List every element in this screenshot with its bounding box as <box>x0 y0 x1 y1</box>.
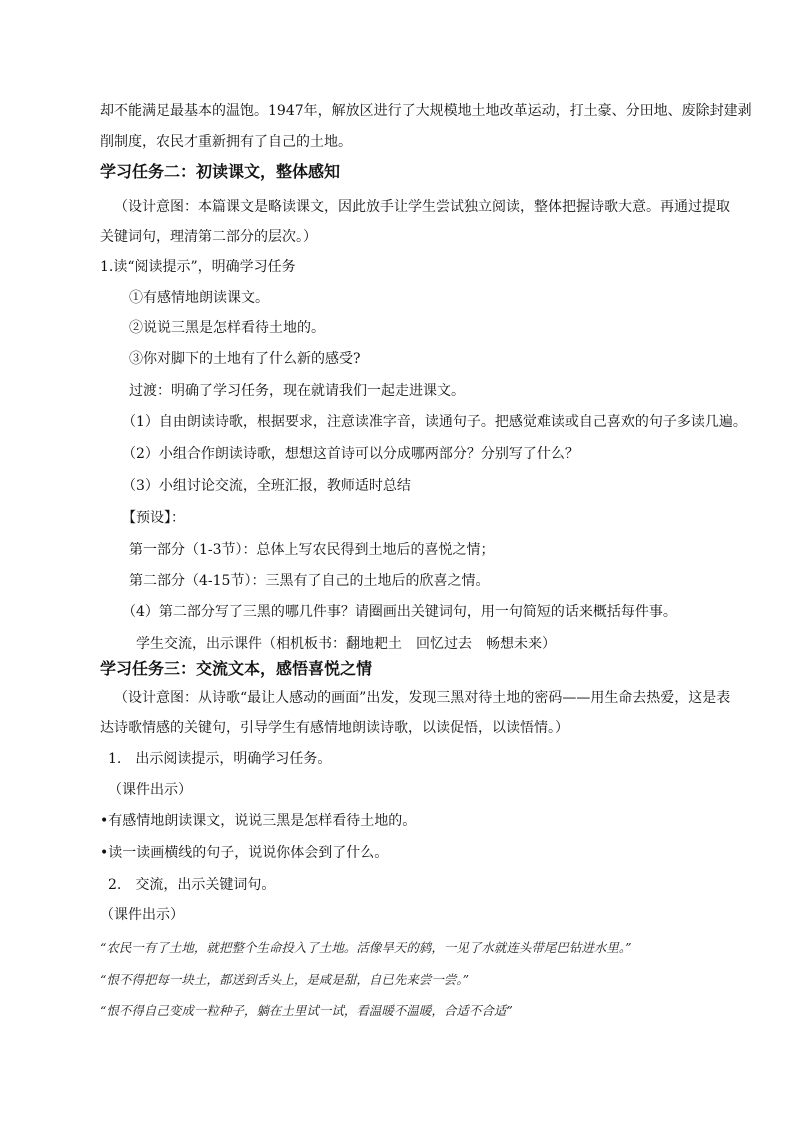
task-item: ③你对脚下的土地有了什么新的感受? <box>129 351 361 367</box>
student-exchange: 学生交流，出示课件（相机板书：翻地耙土 回忆过去 畅想未来） <box>136 636 556 652</box>
transition-text: 过渡：明确了学习任务，现在就请我们一起走进课文。 <box>129 383 465 399</box>
design-intent-line: （设计意图：本篇课文是略读课文，因此放手让学生尝试独立阅读，整体把握诗歌大意。再通过提取 <box>114 199 730 215</box>
poem-quote: “恨不得把每一块土，都送到舌头上，是咸是甜，自已先来尝一尝。” <box>100 972 470 987</box>
step-heading: 1.读“阅读提示”，明确学习任务 <box>100 259 296 275</box>
activity-item: （1）自由朗读诗歌，根据要求，注意读准字音，读通句子。把感觉难读或自己喜欢的句子多读几遍。 <box>122 414 747 430</box>
section-heading: 学习任务二：初读课文，整体感知 <box>100 162 341 181</box>
design-intent-line: 达诗歌情感的关键句，引导学生有感情地朗读诗歌，以读促悟，以读悟情。） <box>100 720 569 736</box>
design-intent-line: （设计意图：从诗歌“最让人感动的画面”出发，发现三黑对待土地的密码——用生命去热爱，这是表 <box>114 690 731 706</box>
activity-item: （3）小组讨论交流，全班汇报，教师适时总结 <box>122 478 411 494</box>
task-item: ①有感情地朗读课文。 <box>129 290 269 306</box>
bullet-item: •读一读画横线的句子，说说你体会到了什么。 <box>100 845 389 861</box>
preset-item: 第一部分（1-3节）：总体上写农民得到土地后的喜悦之情； <box>129 542 495 558</box>
activity-item: （4）第二部分写了三黑的哪几件事？请圈画出关键词句，用一句简短的话来概括每件事。 <box>122 604 677 620</box>
section-heading: 学习任务三：交流文本，感悟喜悦之情 <box>100 659 373 678</box>
paragraph-line: 削制度，农民才重新拥有了自己的土地。 <box>100 134 352 150</box>
design-intent-line: 关键词句，理清第二部分的层次。） <box>100 229 317 245</box>
step-heading: 1. 出示阅读提示，明确学习任务。 <box>108 751 332 767</box>
preset-item: 第二部分（4-15节）：三黑有了自己的土地后的欣喜之情。 <box>129 573 490 589</box>
poem-quote: “恨不得自己变成一粒种子，躺在土里试一试，看温暖不温暖，合适不合适” <box>100 1003 513 1018</box>
task-item: ②说说三黑是怎样看待土地的。 <box>129 320 325 336</box>
activity-item: （2）小组合作朗读诗歌，想想这首诗可以分成哪两部分？分别写了什么？ <box>122 446 579 462</box>
bullet-item: •有感情地朗读课文，说说三黑是怎样看待土地的。 <box>100 813 417 829</box>
poem-quote: “农民一有了土地，就把整个生命投入了土地。活像旱天的鸫，一见了水就连头带尾巴钻进水里。” <box>100 940 632 955</box>
step-heading: 2. 交流，出示关键词句。 <box>108 877 276 893</box>
preset-label: 【预设】： <box>122 510 185 526</box>
courseware-label: （课件出示） <box>100 907 184 923</box>
courseware-label: （课件出示） <box>108 782 192 798</box>
paragraph-line: 却不能满足最基本的温饱。1947年，解放区进行了大规模地土地改革运动，打土豪、分田地、废除封建剥 <box>100 103 752 119</box>
